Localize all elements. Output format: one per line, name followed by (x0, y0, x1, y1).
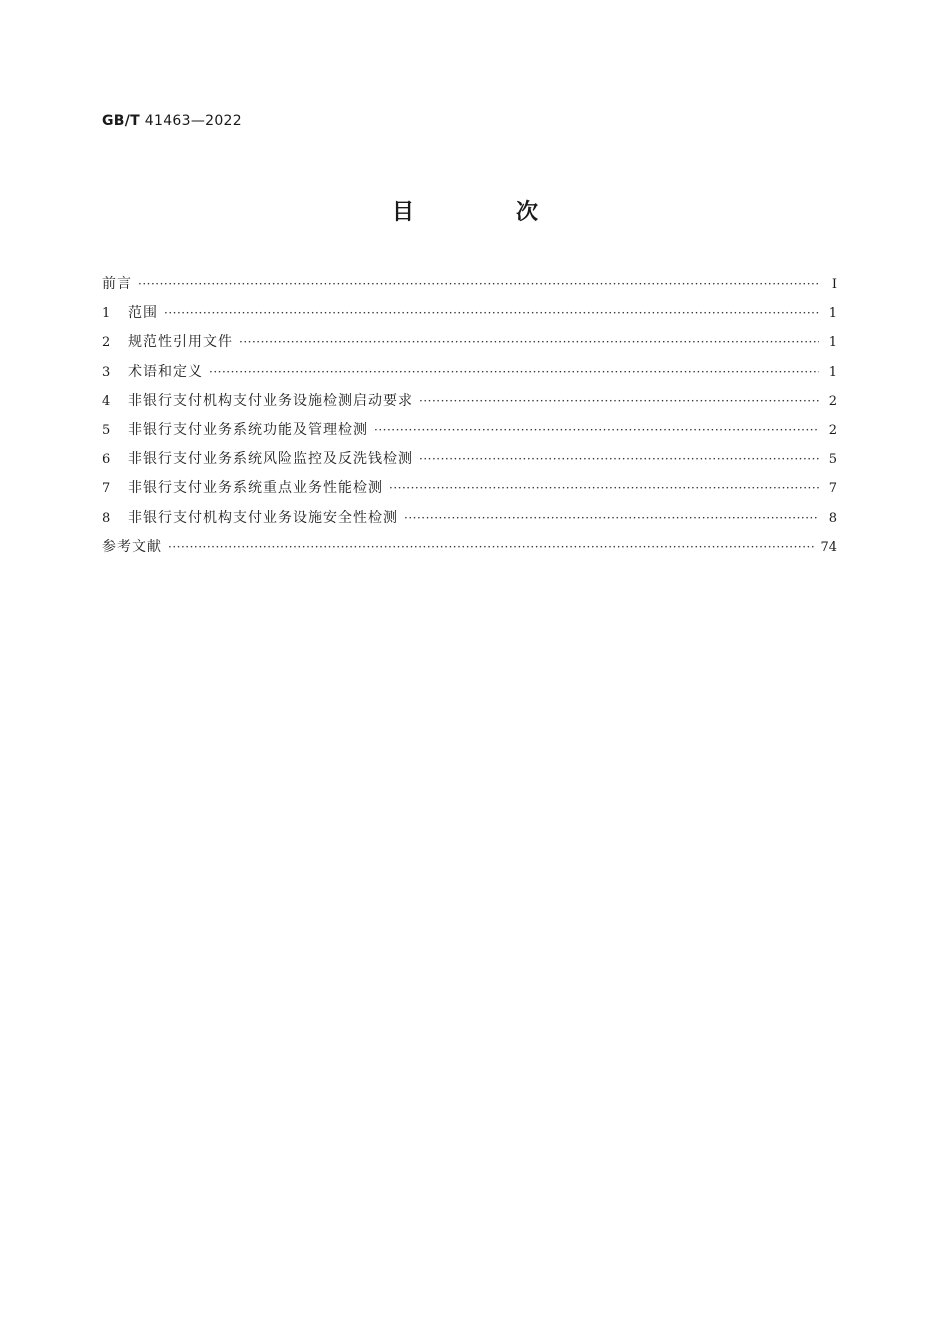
toc-entry-number: 7 (102, 481, 111, 497)
toc-entry-page: 5 (828, 452, 837, 468)
toc-entry-2[interactable] (102, 332, 837, 361)
toc-entry-1[interactable] (102, 303, 837, 332)
toc-leader-dots (164, 303, 819, 323)
toc-entry-page: 8 (828, 510, 837, 526)
toc-leader-dots (239, 332, 819, 352)
toc-leader-dots (374, 420, 819, 440)
table-of-contents (102, 274, 837, 566)
toc-entry-number: 3 (102, 364, 111, 380)
toc-entry-number: 2 (102, 335, 111, 351)
toc-entry-number: 1 (102, 306, 111, 322)
toc-leader-dots (209, 362, 819, 382)
page-title: 目 次 (391, 200, 578, 225)
toc-entry-page: 2 (828, 422, 837, 438)
toc-entry-number: 6 (102, 452, 111, 468)
toc-entry-4[interactable] (102, 391, 837, 420)
standard-prefix: GB/T (102, 113, 141, 129)
toc-leader-dots (419, 391, 819, 411)
toc-leader-dots (168, 537, 814, 557)
toc-leader-dots (389, 478, 819, 498)
toc-entry-7[interactable] (102, 478, 837, 507)
toc-entry-label: 非银行支付机构支付业务设施安全性检测 (128, 509, 398, 526)
toc-entry-number: 8 (102, 510, 111, 526)
toc-entry-label: 非银行支付业务系统重点业务性能检测 (128, 480, 383, 497)
toc-entry-6[interactable] (102, 449, 837, 478)
toc-entry-label: 非银行支付机构支付业务设施检测启动要求 (128, 392, 413, 409)
toc-entry-page: Ⅰ (831, 277, 837, 292)
toc-entry-8[interactable] (102, 508, 837, 537)
toc-entry-number: 4 (102, 393, 111, 409)
toc-leader-dots (404, 508, 819, 528)
toc-entry-label: 非银行支付业务系统功能及管理检测 (128, 421, 368, 438)
toc-entry-label: 范围 (128, 305, 158, 322)
toc-entry-label: 规范性引用文件 (128, 334, 233, 351)
toc-entry-page: 1 (828, 335, 837, 351)
toc-leader-dots (138, 274, 819, 294)
toc-entry-page: 1 (828, 306, 837, 322)
toc-entry-3[interactable] (102, 362, 837, 391)
toc-entry-label: 术语和定义 (128, 363, 203, 380)
toc-entry-page: 74 (820, 539, 837, 555)
toc-entry-references[interactable] (102, 537, 837, 566)
toc-entry-label: 参考文献 (102, 538, 162, 555)
toc-entry-5[interactable] (102, 420, 837, 449)
toc-entry-foreword[interactable] (102, 274, 837, 303)
toc-entry-label: 非银行支付业务系统风险监控及反洗钱检测 (128, 451, 413, 468)
toc-leader-dots (419, 449, 819, 469)
toc-entry-number: 5 (102, 422, 111, 438)
standard-code (102, 113, 242, 129)
toc-entry-page: 1 (828, 364, 837, 380)
standard-number: 41463—2022 (144, 113, 242, 129)
toc-entry-page: 7 (828, 481, 837, 497)
toc-entry-label: 前言 (102, 276, 132, 292)
toc-entry-page: 2 (828, 393, 837, 409)
